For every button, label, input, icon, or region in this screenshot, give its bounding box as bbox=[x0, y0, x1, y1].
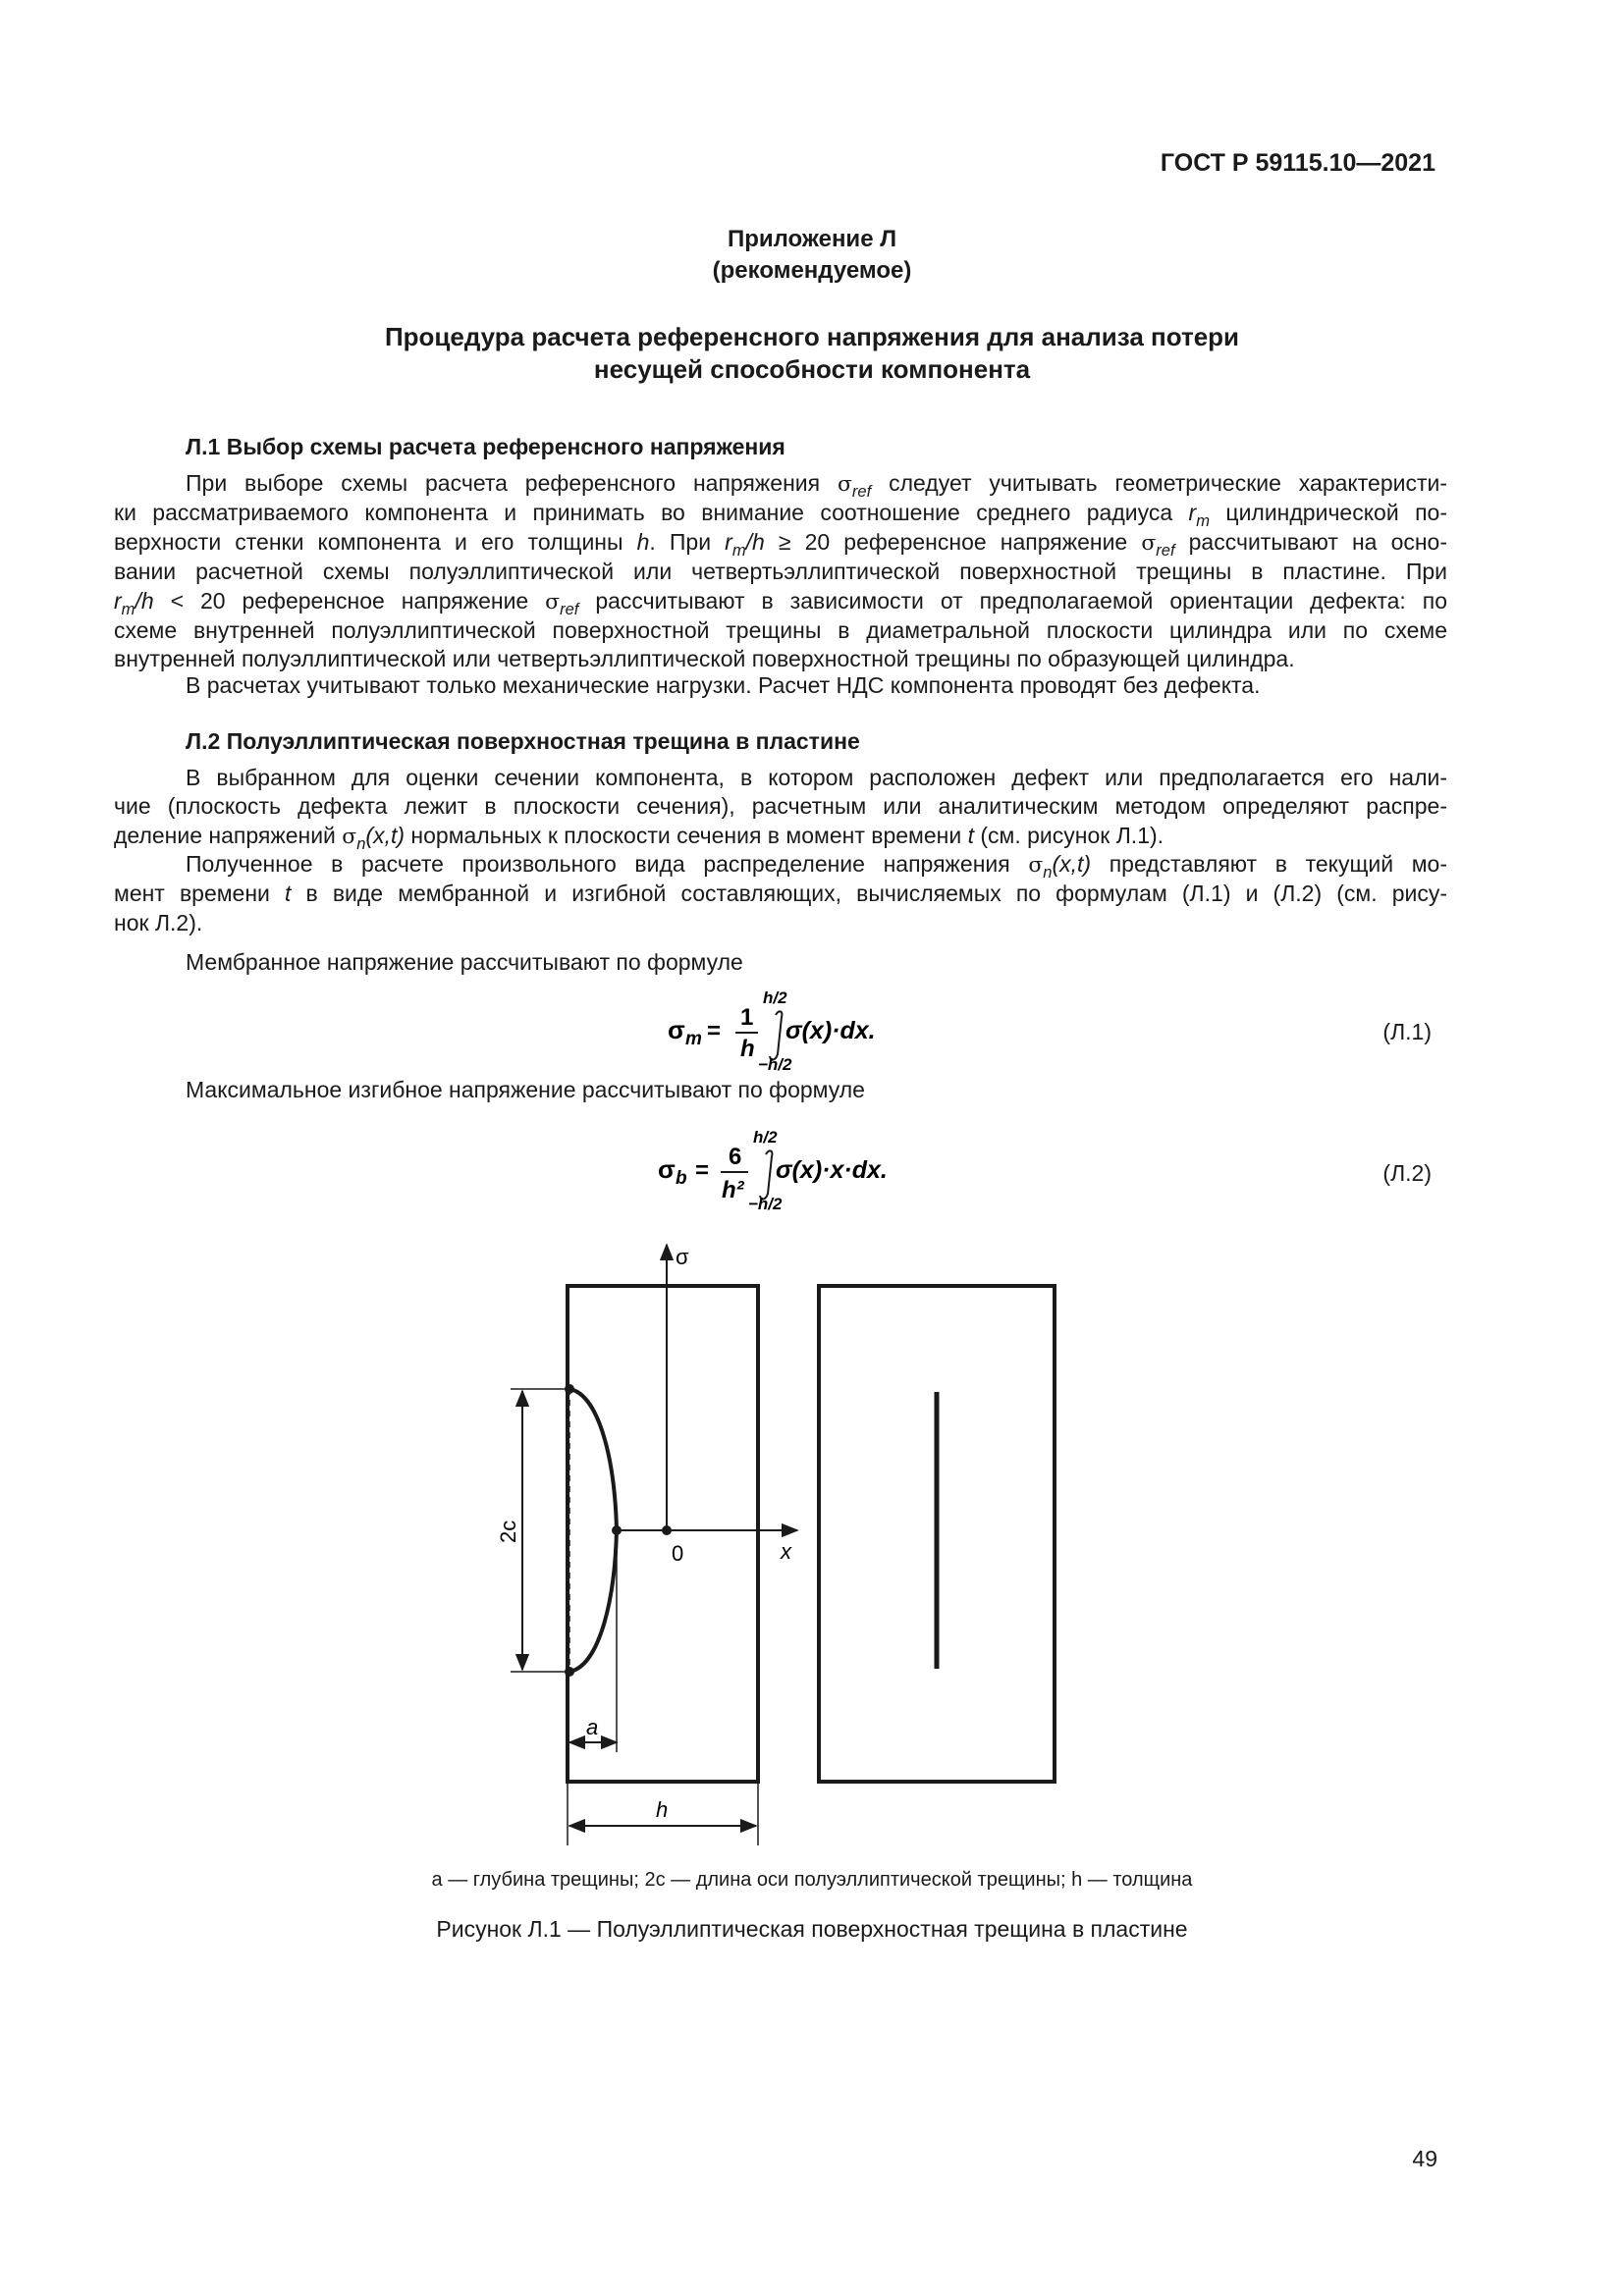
annex-heading-line1: Процедура расчета референсного напряжения для анализа потери bbox=[384, 322, 1240, 351]
figure-legend: a — глубина трещины; 2c — длина оси полуэллиптической трещины; h — толщина bbox=[431, 1869, 1193, 1891]
annex-title: Приложение Л bbox=[727, 226, 897, 252]
page-number: 49 bbox=[1412, 2146, 1437, 2171]
formula1-numerator: 1 bbox=[740, 1004, 754, 1031]
standard-designation: ГОСТ Р 59115.10—2021 bbox=[1160, 149, 1435, 177]
formula2-lhs-sub: b bbox=[676, 1168, 687, 1189]
section2-paragraph3: Мембранное напряжение рассчитывают по формуле bbox=[186, 949, 743, 975]
dimension-h-label: h bbox=[656, 1797, 669, 1822]
section2-paragraph2: Полученное в расчете произвольного вида распределение напряжения $\sigma_n(x,t)$ представляют в текущий мо- мент времени t в виде мембранной и изгибной составляющих, вычисляемых по формулам (Л.1) и (Л.2) (см. рису- нок Л.2). bbox=[114, 851, 1447, 935]
section1-heading: Л.1 Выбор схемы расчета референсного напряжения bbox=[186, 434, 785, 459]
figure-caption: Рисунок Л.1 — Полуэллиптическая поверхностная трещина в пластине bbox=[436, 1916, 1188, 1942]
section2-heading: Л.2 Полуэллиптическая поверхностная трещина в пластине bbox=[186, 728, 860, 754]
formula1-lhs-sub: m bbox=[685, 1029, 702, 1049]
origin-label: 0 bbox=[672, 1541, 684, 1566]
section1-paragraph1: При выборе схемы расчета референсного напряжения $\sigma_{ref}$ следует учитывать геометрические характеристи- ки рассматриваемого компонента и принимать во внимание соотношение среднего радиуса $r_m$ цилиндрической по- верхности стенки компонента и его толщины h. При $r_m/h \ge 20$ референсное напряжение $\sigma_{ref}$ рассчитывают на осно- вании расчетной схемы полуэллиптической или четвертьэллиптической поверхностной трещины в пластине. При $r_m/h < 20$ референсное напряжение $\sigma_{ref}$ рассчитывают в зависимости от предполагаемой ориентации дефекта: по схеме внутренней полуэллиптической поверхностной трещины в диаметральной плоскости цилиндра или по схеме внутренней полуэллиптической или четвертьэллиптической поверхностной трещины по образующей цилиндра. bbox=[114, 470, 1448, 672]
formula1-sigma: σ bbox=[668, 1015, 685, 1044]
formula1-denominator: h bbox=[740, 1036, 755, 1062]
svg-text:=: = bbox=[695, 1157, 710, 1184]
crack-contour bbox=[569, 1389, 617, 1672]
svg-text:=: = bbox=[707, 1018, 722, 1044]
formula2-upper-limit: h/2 bbox=[753, 1128, 778, 1147]
annex-heading-line2: несущей способности компонента bbox=[593, 354, 1031, 384]
formula2-lower-limit: −h/2 bbox=[748, 1195, 783, 1213]
formula1-number: (Л.1) bbox=[1382, 1019, 1432, 1044]
dimension-a-label: a bbox=[586, 1715, 599, 1739]
sigma-axis-label: σ bbox=[676, 1245, 689, 1269]
x-axis-label: x bbox=[781, 1539, 791, 1564]
annex-status: (рекомендуемое) bbox=[712, 257, 912, 284]
formula2-numerator: 6 bbox=[729, 1144, 742, 1170]
formula1-lower-limit: −h/2 bbox=[758, 1055, 792, 1074]
section1-paragraph2: В расчетах учитывают только механические нагрузки. Расчет НДС компонента проводят без дефекта. bbox=[186, 672, 1261, 698]
formula2-number: (Л.2) bbox=[1382, 1160, 1432, 1186]
section2-paragraph4: Максимальное изгибное напряжение рассчитывают по формуле bbox=[186, 1077, 865, 1102]
formula2-sigma: σ bbox=[658, 1154, 676, 1184]
formula-bending-stress bbox=[638, 1121, 933, 1219]
plate-cross-section bbox=[568, 1286, 758, 1782]
figure-semi-elliptical-crack bbox=[0, 1217, 1624, 1855]
formula1-upper-limit: h/2 bbox=[763, 988, 787, 1007]
section2-paragraph1: В выбранном для оценки сечении компонента, в котором расположен дефект или предполагается его нали- чие (плоскость дефекта лежит в плоскости сечения), расчетным или аналитическим методом определяют распре- деление напряжений $\sigma_n(x,t)$ нормальных к плоскости сечения в момент времени t (см. рисунок Л.1). bbox=[114, 765, 1447, 853]
formula2-denominator: h² bbox=[722, 1177, 744, 1203]
dimension-2c-label: 2c bbox=[496, 1520, 520, 1543]
formula2-integrand: σ(x)·x·dx. bbox=[776, 1156, 888, 1184]
formula1-integrand: σ(x)·dx. bbox=[785, 1017, 876, 1044]
formula-membrane-stress bbox=[648, 982, 903, 1080]
